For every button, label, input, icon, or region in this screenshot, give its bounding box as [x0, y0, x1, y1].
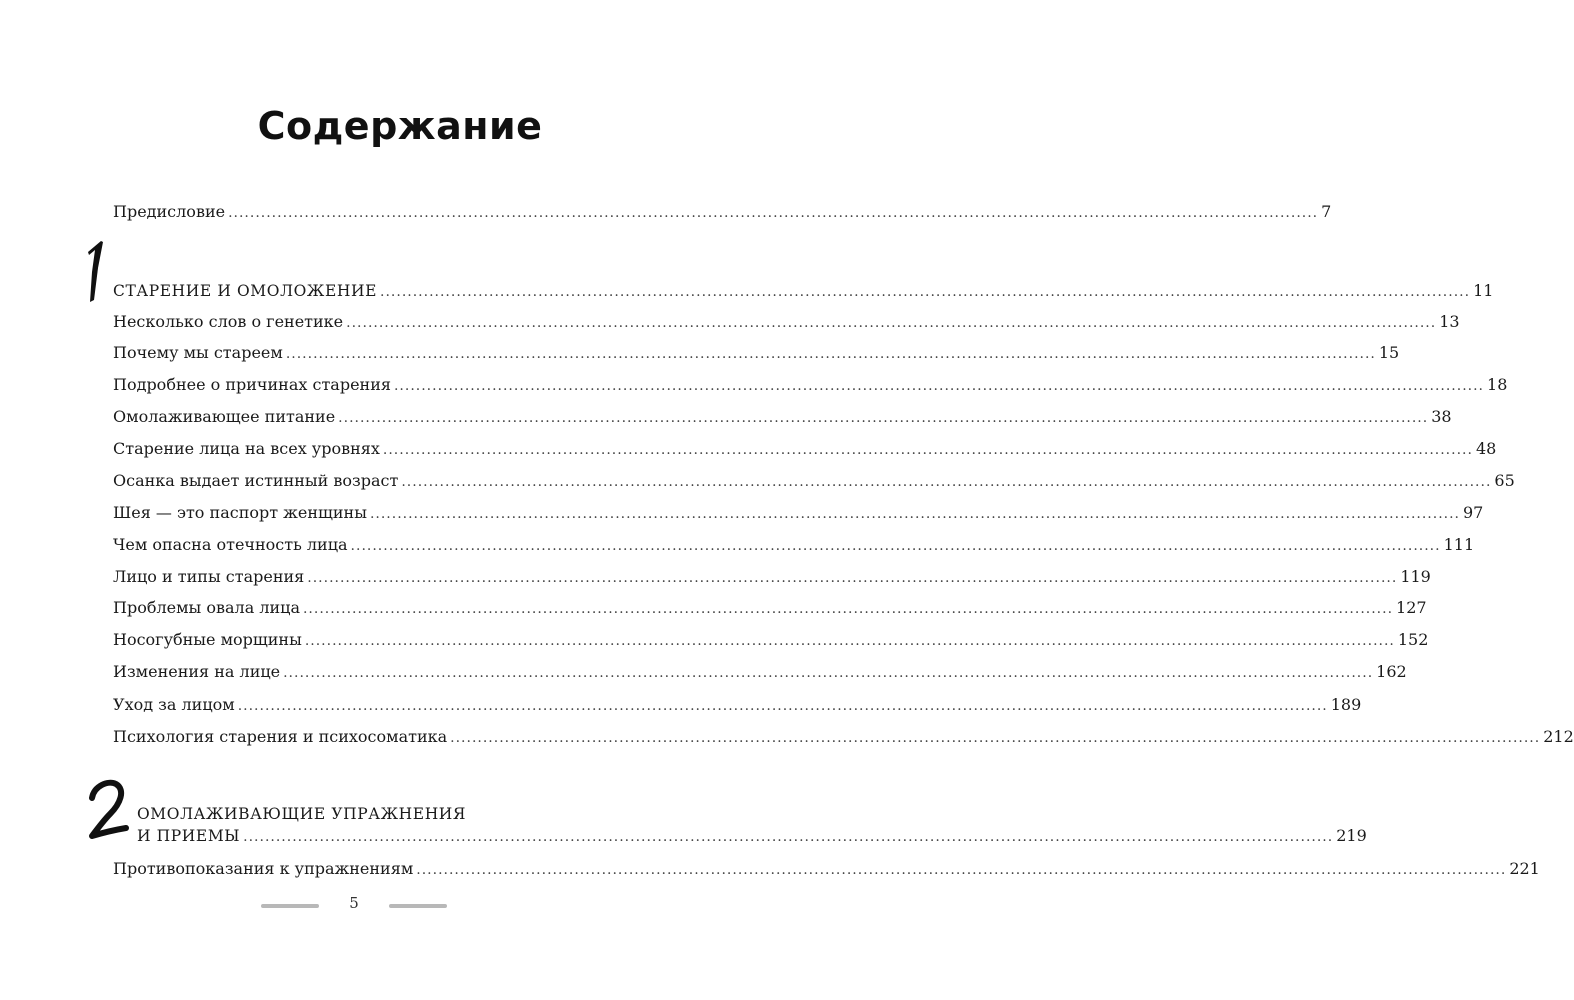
- toc-entry-page: 127: [1396, 598, 1427, 617]
- toc-chapter-1-heading[interactable]: [113, 280, 1494, 303]
- dot-leader: ........................................................................................................................................................................................................: [228, 205, 1319, 221]
- page-title: Содержание: [257, 104, 543, 148]
- toc-entry[interactable]: [113, 438, 1497, 461]
- dot-leader: ........................................................................................................................................................................................................: [346, 315, 1437, 331]
- toc-entry[interactable]: [113, 534, 1475, 557]
- dot-leader: ........................................................................................................................................................................................................: [283, 665, 1374, 681]
- toc-entry-page: 219: [1336, 826, 1367, 845]
- toc-entry-page: 13: [1439, 312, 1460, 331]
- dot-leader: ........................................................................................................................................................................................................: [304, 633, 1395, 649]
- toc-entry-label: Осанка выдает истинный возраст: [113, 471, 399, 490]
- toc-entry-page: 97: [1463, 503, 1484, 522]
- dot-leader: ........................................................................................................................................................................................................: [382, 442, 1473, 458]
- toc-entry[interactable]: [113, 597, 1427, 620]
- toc-entry-label: Лицо и типы старения: [113, 567, 305, 586]
- toc-entry-label: Психология старения и психосоматика: [113, 727, 448, 746]
- toc-entry-page: 162: [1376, 662, 1407, 681]
- toc-entry-label: Чем опасна отечность лица: [113, 535, 348, 554]
- toc-entry[interactable]: [113, 311, 1460, 334]
- toc-entry-label: Омолаживающее питание: [113, 407, 336, 426]
- toc-entry-page: 15: [1378, 343, 1400, 362]
- toc-entry-page: 189: [1330, 695, 1362, 714]
- chapter-2-heading-line1: ОМОЛАЖИВАЮЩИЕ УПРАЖНЕНИЯ: [137, 805, 467, 823]
- dot-leader: ........................................................................................................................................................................................................: [380, 284, 1471, 300]
- toc-entry[interactable]: [113, 726, 1574, 749]
- toc-entry-page: 11: [1473, 281, 1494, 300]
- toc-entry[interactable]: [113, 858, 1540, 881]
- toc-entry-label: Старение лица на всех уровнях: [113, 439, 380, 458]
- dot-leader: ........................................................................................................................................................................................................: [302, 601, 1394, 617]
- toc-chapter-2-heading[interactable]: [137, 803, 1367, 845]
- dot-leader: ........................................................................................................................................................................................................: [285, 346, 1376, 362]
- dot-leader: ........................................................................................................................................................................................................: [243, 829, 1334, 845]
- toc-entry-label: Подробнее о причинах старения: [113, 375, 391, 394]
- toc-entry-page: 38: [1431, 407, 1452, 426]
- page-footer: [0, 894, 800, 916]
- chapter-2-numeral: [86, 778, 132, 844]
- toc-entry-label: Предисловие: [113, 202, 226, 221]
- toc-entry[interactable]: [113, 566, 1431, 589]
- toc-entry[interactable]: [113, 502, 1484, 525]
- toc-entry-page: 221: [1509, 859, 1540, 878]
- toc-entry[interactable]: [113, 629, 1429, 652]
- dot-leader: ........................................................................................................................................................................................................: [338, 410, 1429, 426]
- toc-entry-label: Изменения на лице: [113, 662, 281, 681]
- toc-entry-label: СТАРЕНИЕ И ОМОЛОЖЕНИЕ: [113, 282, 378, 300]
- toc-entry-page: 65: [1494, 471, 1515, 490]
- dot-leader: ........................................................................................................................................................................................................: [307, 570, 1398, 586]
- chapter-1-numeral: [80, 238, 110, 306]
- toc-entry-page: 48: [1475, 439, 1497, 458]
- toc-entry[interactable]: [113, 342, 1400, 365]
- dot-leader: ........................................................................................................................................................................................................: [401, 474, 1492, 490]
- dot-leader: ........................................................................................................................................................................................................: [350, 538, 1441, 554]
- toc-entry[interactable]: [113, 694, 1362, 717]
- toc-entry[interactable]: [113, 470, 1515, 493]
- dot-leader: ........................................................................................................................................................................................................: [237, 698, 1328, 714]
- toc-entry-page: 18: [1487, 375, 1508, 394]
- dot-leader: ........................................................................................................................................................................................................: [416, 862, 1507, 878]
- toc-entry-page: 7: [1321, 202, 1332, 221]
- footer-left-dash: [261, 904, 319, 908]
- toc-entry-page: 152: [1397, 630, 1429, 649]
- toc-entry-page: 119: [1400, 567, 1431, 586]
- toc-entry-label: Несколько слов о генетике: [113, 312, 344, 331]
- toc-entry-label: И ПРИЕМЫ: [137, 827, 241, 845]
- toc-entry-label: Шея — это паспорт женщины: [113, 503, 367, 522]
- toc-entry-label: Проблемы овала лица: [113, 598, 300, 617]
- toc-entry-page: 212: [1543, 727, 1574, 746]
- chapter-2-heading-line2: [137, 825, 1367, 848]
- toc-entry[interactable]: [113, 406, 1452, 429]
- dot-leader: ........................................................................................................................................................................................................: [393, 378, 1485, 394]
- toc-entry-label: Носогубные морщины: [113, 630, 302, 649]
- footer-right-dash: [389, 904, 447, 908]
- toc-entry-label: Почему мы стареем: [113, 343, 283, 362]
- toc-entry[interactable]: [113, 661, 1407, 684]
- toc-entry-page: 111: [1443, 535, 1475, 554]
- toc-entry-label: Противопоказания к упражнениям: [113, 859, 414, 878]
- dot-leader: ........................................................................................................................................................................................................: [369, 506, 1460, 522]
- toc-entry[interactable]: [113, 374, 1508, 397]
- page-number: 5: [349, 894, 359, 912]
- toc-entry-label: Уход за лицом: [113, 695, 235, 714]
- dot-leader: ........................................................................................................................................................................................................: [450, 730, 1541, 746]
- toc-entry-preface[interactable]: [113, 201, 1332, 224]
